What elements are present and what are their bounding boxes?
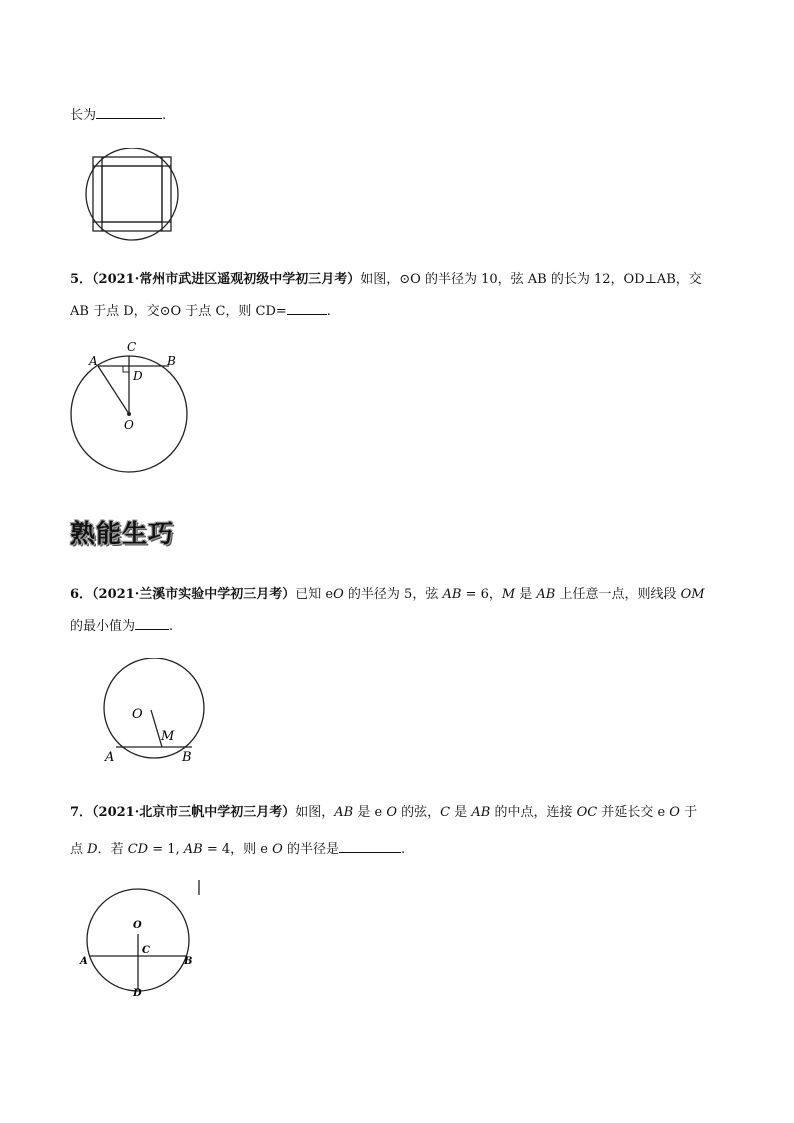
q7-label-b: B [184,956,193,967]
q7-label-c: C [142,945,150,956]
q6-var-ab: AB [536,587,556,602]
q5-source: （2021·常州市武进区遥观初级中学初三月考） [92,272,361,287]
q7-text: 的中点，连接 [490,805,577,820]
q4-outer-square [93,157,171,231]
q4-inner-square [102,166,162,222]
q5-label-o: O [124,418,134,432]
q7-source: （2021·北京市三帆中学初三月考） [92,805,296,820]
q6-circle-symbol: e [325,587,334,602]
q7-text: 的半径是 [282,842,339,857]
q6-text: 已知 [295,587,326,602]
q4-answer-blank[interactable] [96,106,162,119]
q7-var-ab: AB [471,805,491,820]
q7-var-o: O [669,805,680,820]
q7-var-c: C [440,805,451,820]
q7-text: 于 [679,805,698,820]
q5-text-1: 如图，⊙O 的半径为 10，弦 AB 的长为 12，OD⊥AB，交 [360,272,702,287]
q6-label-b: B [182,750,192,765]
q5-right-angle-mark [123,366,129,372]
q6-var-o: O [333,587,344,602]
q6-text: = 6， [461,587,502,602]
q5-line-1 [70,268,702,287]
q7-number: 7． [70,805,93,820]
q5-line-2 [70,300,331,319]
q6-period: . [169,619,174,634]
q7-text: 点 [70,842,88,857]
q4-answer-line [70,104,166,123]
q5-answer-blank[interactable] [287,302,327,315]
q6-var-om: OM [680,587,705,602]
q4-period: . [162,108,167,123]
q5-label-a: A [89,354,98,368]
q6-answer-blank[interactable] [135,617,169,630]
q4-circle [86,148,178,240]
q7-text: = 4，则 e [202,842,273,857]
q6-var-m: M [501,587,516,602]
q7-text: 如图， [295,805,335,820]
q7-var-ab: AB [334,805,354,820]
section-title: 熟能生巧 [70,519,175,548]
q5-figure [66,336,196,476]
q5-label-b: B [167,354,176,368]
q6-text: 上任意一点，则线段 [555,587,681,602]
q6-circle [104,658,204,758]
q7-label-d: D [133,988,142,999]
q6-line-1 [70,583,705,602]
q6-number: 6． [70,587,93,602]
q5-label-d: D [133,369,143,383]
q7-text: 的弦， [397,805,441,820]
q6-label-m: M [161,729,175,744]
q5-segment-oa [98,366,129,414]
q7-figure [78,876,208,1001]
q6-var-ab: AB [442,587,462,602]
q6-text: 是 [515,587,537,602]
q6-text-2: 的最小值为 [70,619,136,634]
q7-period: . [400,842,406,857]
q4-text: 长为 [70,108,97,123]
q5-period: . [326,304,331,319]
q7-var-ab: AB [183,842,203,857]
q7-line-2 [70,838,405,857]
q5-label-c: C [127,340,137,354]
q7-answer-blank[interactable] [339,840,401,853]
q6-source: （2021·兰溪市实验中学初三月考） [92,587,296,602]
q7-line-1 [70,801,697,820]
q7-text: 是 e [353,805,387,820]
q7-var-oc: OC [576,805,598,820]
q6-label-o: O [132,707,143,722]
q6-label-a: A [105,750,115,765]
q7-var-d: D [87,842,98,857]
q5-text-2: AB 于点 D，交⊙O 于点 C，则 CD= [70,304,287,319]
q7-text: 并延长交 e [597,805,670,820]
q6-text: 的半径为 5，弦 [343,587,443,602]
q7-var-o: O [386,805,397,820]
q7-text: = 1, [148,842,184,857]
q6-line-2 [70,615,173,634]
q6-figure [100,658,210,768]
q7-label-a: A [80,956,88,967]
q4-figure [83,148,183,243]
q7-text: ．若 [97,842,128,857]
q5-number: 5． [70,272,93,287]
q7-var-o: O [272,842,283,857]
q7-label-o: O [133,920,142,931]
q7-var-cd: CD [127,842,149,857]
q7-text: 是 [450,805,472,820]
q5-center-dot [127,412,131,416]
